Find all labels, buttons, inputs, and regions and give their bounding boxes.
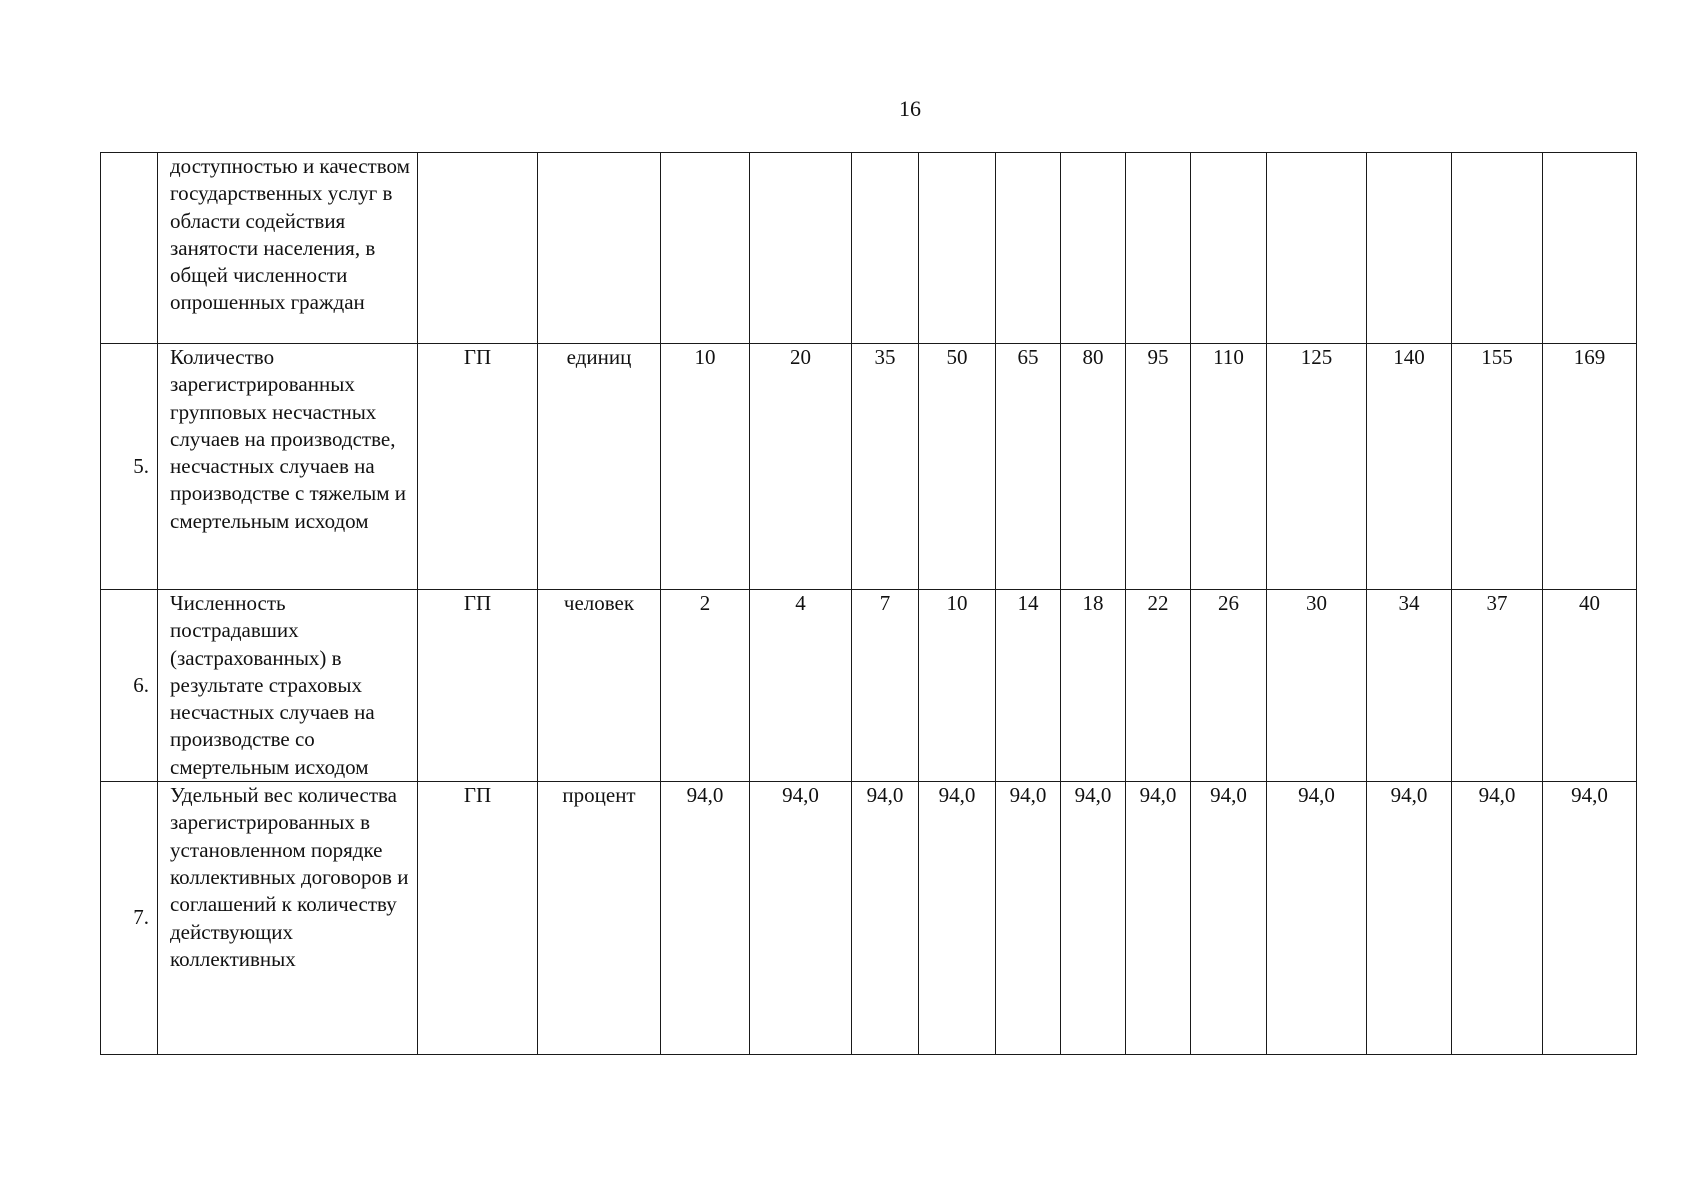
value-cell: 94,0 bbox=[996, 782, 1061, 1055]
value-cell: 94,0 bbox=[1452, 782, 1543, 1055]
table-row bbox=[101, 344, 1637, 590]
value-cell: 10 bbox=[661, 344, 750, 590]
value-cell: 14 bbox=[996, 590, 1061, 782]
value-cell: 20 bbox=[750, 344, 852, 590]
unit-cell bbox=[538, 153, 661, 344]
value-cell bbox=[996, 153, 1061, 344]
value-cell: 140 bbox=[1367, 344, 1452, 590]
value-cell bbox=[1061, 153, 1126, 344]
value-cell: 10 bbox=[919, 590, 996, 782]
value-cell: 50 bbox=[919, 344, 996, 590]
unit-cell: единиц bbox=[538, 344, 661, 590]
value-cell: 94,0 bbox=[1191, 782, 1267, 1055]
indicator-name-cell: Удельный вес количества зарегистрированных в установленном порядке коллективных договоров и соглашений к количеству действующих коллективных bbox=[158, 782, 418, 1055]
value-cell: 94,0 bbox=[919, 782, 996, 1055]
value-cell: 94,0 bbox=[1126, 782, 1191, 1055]
value-cell: 35 bbox=[852, 344, 919, 590]
value-cell: 65 bbox=[996, 344, 1061, 590]
table-row bbox=[101, 590, 1637, 782]
value-cell: 95 bbox=[1126, 344, 1191, 590]
value-cell bbox=[750, 153, 852, 344]
value-cell bbox=[1543, 153, 1637, 344]
table-row bbox=[101, 782, 1637, 1055]
source-cell: ГП bbox=[418, 782, 538, 1055]
value-cell: 94,0 bbox=[1267, 782, 1367, 1055]
value-cell bbox=[919, 153, 996, 344]
value-cell: 40 bbox=[1543, 590, 1637, 782]
indicator-name-cell: Численность пострадавших (застрахованных) в результате страховых несчастных случаев на производстве со смертельным исходом bbox=[158, 590, 418, 782]
indicator-name-cell: доступностью и качеством государственных услуг в области содействия занятости населения, в общей численности опрошенных граждан bbox=[158, 153, 418, 344]
row-number-cell bbox=[101, 153, 158, 344]
value-cell: 2 bbox=[661, 590, 750, 782]
value-cell bbox=[661, 153, 750, 344]
value-cell: 34 bbox=[1367, 590, 1452, 782]
value-cell: 18 bbox=[1061, 590, 1126, 782]
value-cell: 125 bbox=[1267, 344, 1367, 590]
value-cell: 37 bbox=[1452, 590, 1543, 782]
value-cell bbox=[852, 153, 919, 344]
unit-cell: человек bbox=[538, 590, 661, 782]
value-cell: 94,0 bbox=[661, 782, 750, 1055]
value-cell: 26 bbox=[1191, 590, 1267, 782]
source-cell: ГП bbox=[418, 590, 538, 782]
value-cell: 155 bbox=[1452, 344, 1543, 590]
unit-cell: процент bbox=[538, 782, 661, 1055]
row-number-cell: 6. bbox=[101, 590, 158, 782]
source-cell: ГП bbox=[418, 344, 538, 590]
value-cell: 22 bbox=[1126, 590, 1191, 782]
value-cell: 94,0 bbox=[1061, 782, 1126, 1055]
value-cell: 94,0 bbox=[1367, 782, 1452, 1055]
value-cell bbox=[1367, 153, 1452, 344]
value-cell: 169 bbox=[1543, 344, 1637, 590]
value-cell: 94,0 bbox=[852, 782, 919, 1055]
page-number: 16 bbox=[899, 96, 921, 121]
value-cell: 94,0 bbox=[1543, 782, 1637, 1055]
value-cell: 94,0 bbox=[750, 782, 852, 1055]
row-number-cell: 7. bbox=[101, 782, 158, 1055]
value-cell bbox=[1191, 153, 1267, 344]
value-cell bbox=[1126, 153, 1191, 344]
value-cell: 110 bbox=[1191, 344, 1267, 590]
indicators-table bbox=[100, 152, 1637, 1055]
value-cell bbox=[1452, 153, 1543, 344]
value-cell bbox=[1267, 153, 1367, 344]
value-cell: 30 bbox=[1267, 590, 1367, 782]
row-number-cell: 5. bbox=[101, 344, 158, 590]
value-cell: 4 bbox=[750, 590, 852, 782]
value-cell: 7 bbox=[852, 590, 919, 782]
indicator-name-cell: Количество зарегистрированных групповых несчастных случаев на производстве, несчастных случаев на производстве с тяжелым и смертельным исходом bbox=[158, 344, 418, 590]
source-cell bbox=[418, 153, 538, 344]
table-row-continuation bbox=[101, 153, 1637, 344]
value-cell: 80 bbox=[1061, 344, 1126, 590]
